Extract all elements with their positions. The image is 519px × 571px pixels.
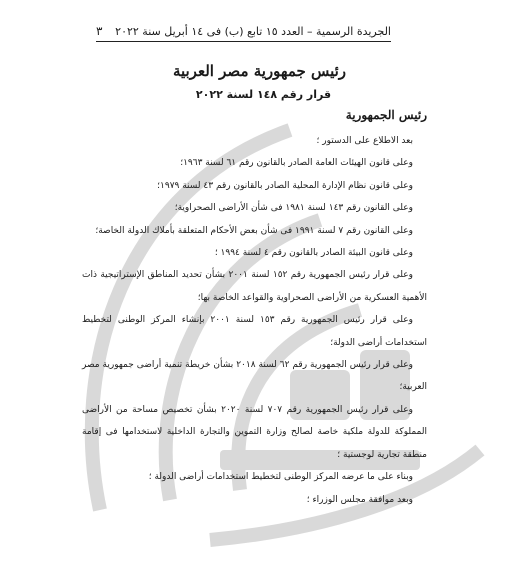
paragraph-11: وبناء على ما عرضه المركز الوطنى لتخطيط استخدامات أراضى الدولة ؛: [148, 472, 413, 483]
document-title: رئيس جمهورية مصر العربية: [172, 62, 347, 80]
paragraph-8: وعلى قرار رئيس الجمهورية رقم ١٥٣ لسنة ٢٠٠١ بإنشاء المركز الوطنى لتخطيط استخدامات أراضى الدولة؛: [82, 315, 427, 348]
decree-number: قرار رقم ١٤٨ لسنة ٢٠٢٢: [195, 88, 332, 101]
paragraph-12: وبعد موافقة مجلس الوزراء ؛: [306, 494, 413, 505]
document-body: [82, 130, 427, 511]
paragraph-3: وعلى قانون نظام الإدارة المحلية الصادر بالقانون رقم ٤٣ لسنة ١٩٧٩؛: [157, 180, 413, 191]
paragraph-10: وعلى قرار رئيس الجمهورية رقم ٧٠٧ لسنة ٢٠٢٠ بشأن تخصيص مساحة من الأراضى المملوكة للدولة ملكية خاصة لصالح وزارة التموين والتجارة الداخلية لاستخدامها فى إقامة منطقة تجارية لوجستية ؛: [82, 404, 427, 460]
paragraph-2: وعلى قانون الهيئات العامة الصادر بالقانون رقم ٦١ لسنة ١٩٦٣؛: [180, 158, 413, 169]
page-number: ٣: [96, 24, 103, 38]
paragraph-1: بعد الاطلاع على الدستور ؛: [316, 136, 413, 146]
subheading: رئيس الجمهورية: [345, 108, 427, 122]
page-header: [96, 14, 391, 42]
paragraph-9: وعلى قرار رئيس الجمهورية رقم ٦٢ لسنة ٢٠١٨ بشأن خريطة تنمية أراضى جمهورية مصر العربية؛: [82, 360, 427, 393]
paragraph-5: وعلى القانون رقم ٧ لسنة ١٩٩١ فى شأن بعض الأحكام المتعلقة بأملاك الدولة الخاصة؛: [95, 225, 413, 236]
paragraph-7: وعلى قرار رئيس الجمهورية رقم ١٥٢ لسنة ٢٠٠١ بشأن تحديد المناطق الإستراتيجية ذات الأهمية العسكرية من الأراضى الصحراوية والقواعد الخاصة بها؛: [82, 270, 427, 303]
running-title: الجريدة الرسمية – العدد ١٥ تابع (ب) فى ١٤ أبريل سنة ٢٠٢٢: [115, 25, 391, 38]
paragraph-6: وعلى قانون البيئة الصادر بالقانون رقم ٤ لسنة ١٩٩٤ ؛: [214, 248, 413, 259]
paragraph-4: وعلى القانون رقم ١٤٣ لسنة ١٩٨١ فى شأن الأراضى الصحراوية؛: [174, 203, 413, 214]
